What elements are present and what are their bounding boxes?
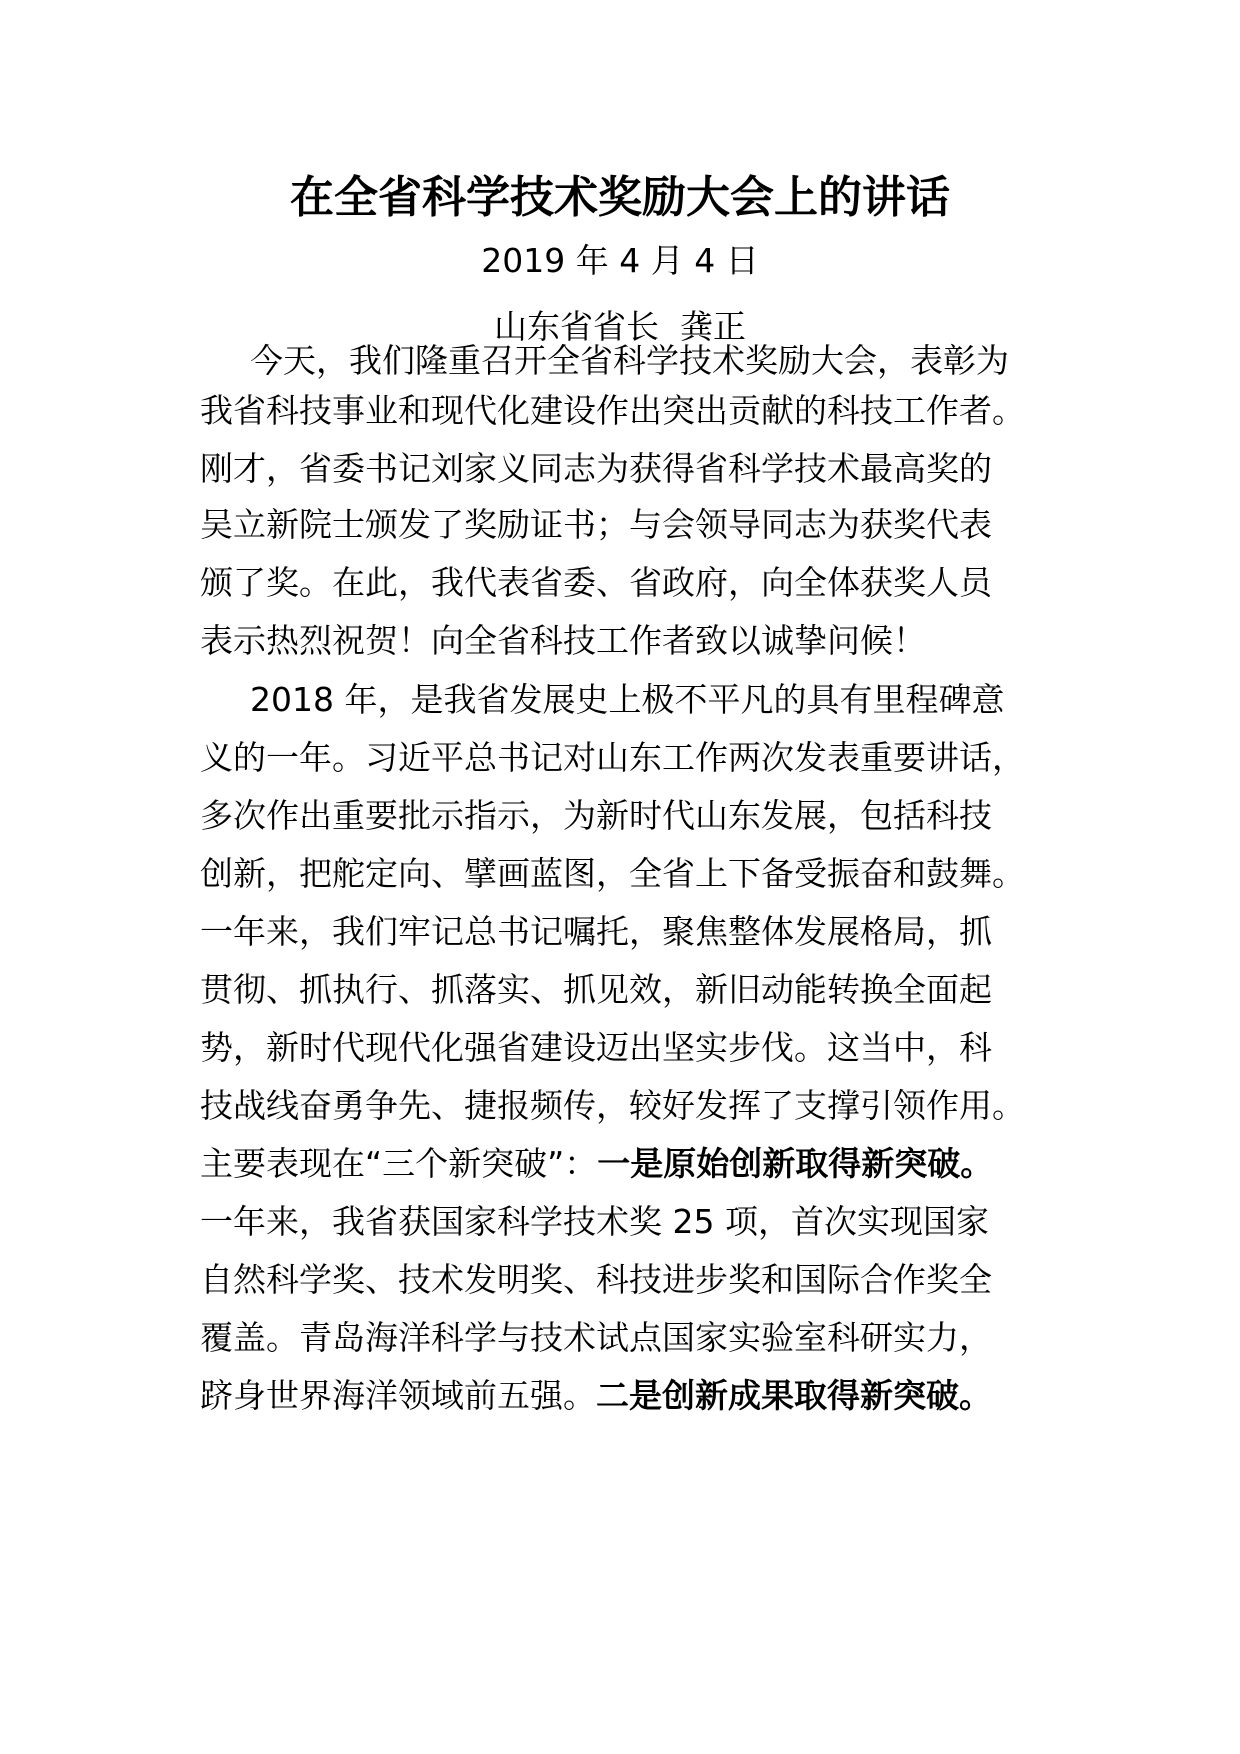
body-line: 刚才，省委书记刘家义同志为获得省科学技术最高奖的: [200, 449, 992, 488]
body-line: 技战线奋勇争先、捷报频传，较好发挥了支撑引领作用。: [200, 1086, 1025, 1125]
body-line: 跻身世界海洋领域前五强。二是创新成果取得新突破。: [200, 1376, 992, 1415]
body-line: 颁了奖。在此，我代表省委、省政府，向全体获奖人员: [200, 563, 992, 602]
body-line: 主要表现在“三个新突破”：一是原始创新取得新突破。: [200, 1144, 994, 1183]
body-line: 覆盖。青岛海洋科学与技术试点国家实验室科研实力，: [200, 1318, 992, 1357]
body-line: 一年来，我们牢记总书记嘱托，聚焦整体发展格局，抓: [200, 912, 992, 951]
body-line: 今天，我们隆重召开全省科学技术奖励大会，表彰为: [250, 341, 1009, 380]
body-line: 贯彻、抓执行、抓落实、抓见效，新旧动能转换全面起: [200, 970, 992, 1009]
speech-author: 山东省省长 龚正: [494, 307, 746, 346]
body-line: 一年来，我省获国家科学技术奖 25 项，首次实现国家: [200, 1202, 989, 1241]
body-line: 自然科学奖、技术发明奖、科技进步奖和国际合作奖全: [200, 1260, 992, 1299]
body-line: 表示热烈祝贺！向全省科技工作者致以诚挚问候！: [200, 621, 926, 660]
body-line: 势，新时代现代化强省建设迈出坚实步伐。这当中，科: [200, 1028, 992, 1067]
body-line: 多次作出重要批示指示，为新时代山东发展，包括科技: [200, 796, 992, 835]
body-line: 创新，把舵定向、擘画蓝图，全省上下备受振奋和鼓舞。: [200, 854, 1025, 893]
speech-date: 2019 年 4 月 4 日: [481, 241, 759, 280]
bold-heading: 一是原始创新取得新突破。: [597, 1144, 994, 1183]
body-line: 吴立新院士颁发了奖励证书；与会领导同志为获奖代表: [200, 505, 992, 544]
body-line: 2018 年，是我省发展史上极不平凡的具有里程碑意: [250, 680, 1005, 719]
bold-heading: 二是创新成果取得新突破。: [596, 1376, 992, 1415]
body-line: 义的一年。习近平总书记对山东工作两次发表重要讲话，: [200, 738, 1025, 777]
body-line: 我省科技事业和现代化建设作出突出贡献的科技工作者。: [200, 391, 1025, 430]
document-title: 在全省科学技术奖励大会上的讲话: [290, 172, 950, 223]
